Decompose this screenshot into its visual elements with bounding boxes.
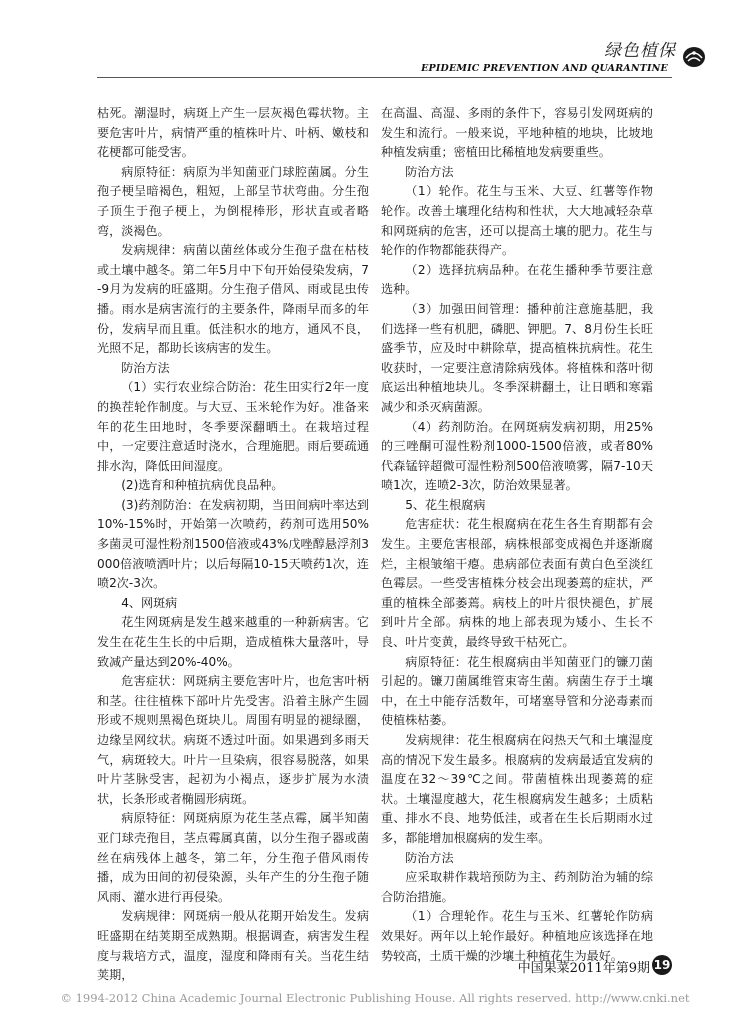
paragraph: （3）加强田间管理：播种前注意施基肥，我们选择一些有机肥，磷肥、钾肥。7、8月份生长旺盛季节，应及时中耕除草，提高植株抗病性。花生收获时，一定要注意清除病残体。将植株和落叶彻底运出种植地块儿。冬季深耕翻土，让日晒和寒霜减少和杀灭病菌源。 bbox=[381, 301, 653, 414]
paragraph: 应采取耕作栽培预防为主、药剂防治为辅的综合防治措施。 bbox=[381, 870, 653, 904]
page-number: 19 bbox=[652, 955, 672, 975]
page-header bbox=[0, 0, 750, 80]
section-subtitle: EPIDEMIC PREVENTION AND QUARANTINE bbox=[421, 63, 668, 74]
paragraph: （1）轮作。花生与玉米、大豆、红薯等作物轮作。改善土壤理化结构和性状，大大地减轻杂草和网斑病的危害，还可以提高土壤的肥力。花生与轮作的作物都能获得产。 bbox=[381, 184, 653, 258]
paragraph: （1）合理轮作。花生与玉米、红薯轮作防病效果好。两年以上轮作最好。种植地应该选择在地势较高，土质干燥的沙壤土种植花生为最好。 bbox=[381, 909, 653, 963]
left-column bbox=[97, 104, 369, 986]
paragraph: 病原特征：网斑病原为花生茎点霉，属半知菌亚门球壳孢目，茎点霉属真菌，以分生孢子器或菌丝在病残体上越冬，第二年，分生孢子借风雨传播，成为田间的初侵染源，头年产生的分生孢子随风雨、灌水进行再侵染。 bbox=[97, 811, 369, 904]
paragraph: 枯死。潮湿时，病斑上产生一层灰褐色霉状物。主要危害叶片，病情严重的植株叶片、叶柄、嫩枝和花梗都可能受害。 bbox=[97, 106, 369, 160]
paragraph: 危害症状：花生根腐病在花生各生育期都有会发生。主要危害根部，病株根部变成褐色并逐渐腐烂，主根皱缩干瘪。患病部位表面有黄白色至淡红色霉层。一些受害植株分枝会出现萎蔫的症状，严重的植株全部萎蔫。病枝上的叶片很快褪色，扩展到叶片全部。病株的地上部表现为矮小、生长不良、叶片变黄，最终导致干枯死亡。 bbox=[381, 517, 653, 650]
paragraph: 发病规律：花生根腐病在闷热天气和土壤湿度高的情况下发生最多。根腐病的发病最适宜发病的温度在32～39℃之间。带菌植株出现萎蔫的症状。土壤湿度越大，花生根腐病发生越多；土质粘重、排水不良、地势低洼，或者在生长后期雨水过多，都能增加根腐病的发生率。 bbox=[381, 733, 653, 845]
right-column bbox=[381, 104, 653, 966]
paragraph: （2）选择抗病品种。在花生播种季节要注意选种。 bbox=[381, 262, 653, 297]
header-divider bbox=[97, 77, 672, 78]
leaf-emblem-icon bbox=[682, 44, 706, 68]
paragraph: 危害症状：网斑病主要危害叶片，也危害叶柄和茎。往往植株下部叶片先受害。沿着主脉产生圆形或不规则黑褐色斑块儿。周围有明显的褪绿圈，边缘呈网纹状。病斑不透过叶面。如果遇到多雨天气，病斑较大。叶片一旦染病，很容易脱落，如果叶片茎脉受害，起初为小褐点，逐步扩展为水渍状，长条形或者椭圆形病斑。 bbox=[97, 674, 369, 806]
section-title: 绿色植保 bbox=[604, 41, 676, 61]
paragraph: （4）药剂防治。在网斑病发病初期，用25%的三唑酮可湿性粉剂1000-1500倍液，或者80%代森锰锌超微可湿性粉剂500倍液喷雾，隔7-10天喷1次，连喷2-3次，防治效果显著。 bbox=[381, 419, 653, 493]
subheading: 防治方法 bbox=[121, 360, 170, 375]
paragraph: 病原特征：病原为半知菌亚门球腔菌属。分生孢子梗呈暗褐色，粗短，上部呈节状弯曲。分生孢子顶生于孢子梗上，为倒棍棒形，形状直或者略弯，淡褐色。 bbox=[97, 164, 369, 238]
paragraph: 在高温、高湿、多雨的条件下，容易引发网斑病的发生和流行。一般来说，平地种植的地块，比坡地种植发病重；密植田比稀植地发病要重些。 bbox=[381, 106, 653, 160]
paragraph: 病原特征：花生根腐病由半知菌亚门的镰刀菌引起的。镰刀菌属维管束寄生菌。病菌生存于土壤中，在土中能存活数年，可堵塞导管和分泌毒素而使植株枯萎。 bbox=[381, 654, 653, 728]
subheading: 防治方法 bbox=[405, 164, 454, 179]
paragraph: 花生网斑病是发生越来越重的一种新病害。它发生在花生生长的中后期，造成植株大量落叶，导致减产量达到20%-40%。 bbox=[97, 615, 369, 669]
section-heading: 4、网斑病 bbox=[121, 595, 178, 610]
subheading: 防治方法 bbox=[405, 850, 454, 865]
copyright-notice: © 1994-2012 China Academic Journal Electronic Publishing House. All rights reserved. http://www.cnki.net bbox=[60, 991, 690, 1005]
paragraph: （1）实行农业综合防治：花生田实行2年一度的换茬轮作制度。与大豆、玉米轮作为好。准备来年的花生田地时，冬季要深翻晒土。在栽培过程中，一定要注意适时浇水，合理施肥。雨后要疏通排水沟，降低田间湿度。 bbox=[97, 380, 369, 473]
section-heading: 5、花生根腐病 bbox=[405, 497, 486, 512]
paragraph: 发病规律：病菌以菌丝体或分生孢子盘在枯枝或土壤中越冬。第二年5月中下旬开始侵染发病，7-9月为发病的旺盛期。分生孢子借风、雨或昆虫传播。雨水是病害流行的主要条件，降雨早而多的年份，发病早而且重。低洼积水的地方，通风不良，光照不足，都助长该病害的发生。 bbox=[97, 243, 369, 356]
journal-issue: 中国果菜2011年第9期 bbox=[517, 961, 650, 976]
paragraph: (2)选育和种植抗病优良品种。 bbox=[121, 478, 284, 493]
paragraph: (3)药剂防治：在发病初期，当田间病叶率达到10%-15%时，开始第一次喷药，药剂可选用50%多菌灵可湿性粉剂1500倍液或43%戊唑醇悬浮剂3000倍液喷洒叶片；以后每隔10-15天喷药1次，连喷2次-3次。 bbox=[97, 497, 369, 591]
paragraph: 发病规律：网斑病一般从花期开始发生。发病旺盛期在结荚期至成熟期。根据调查，病害发生程度与栽培方式，温度，湿度和降雨有关。当花生结荚期， bbox=[97, 909, 369, 983]
